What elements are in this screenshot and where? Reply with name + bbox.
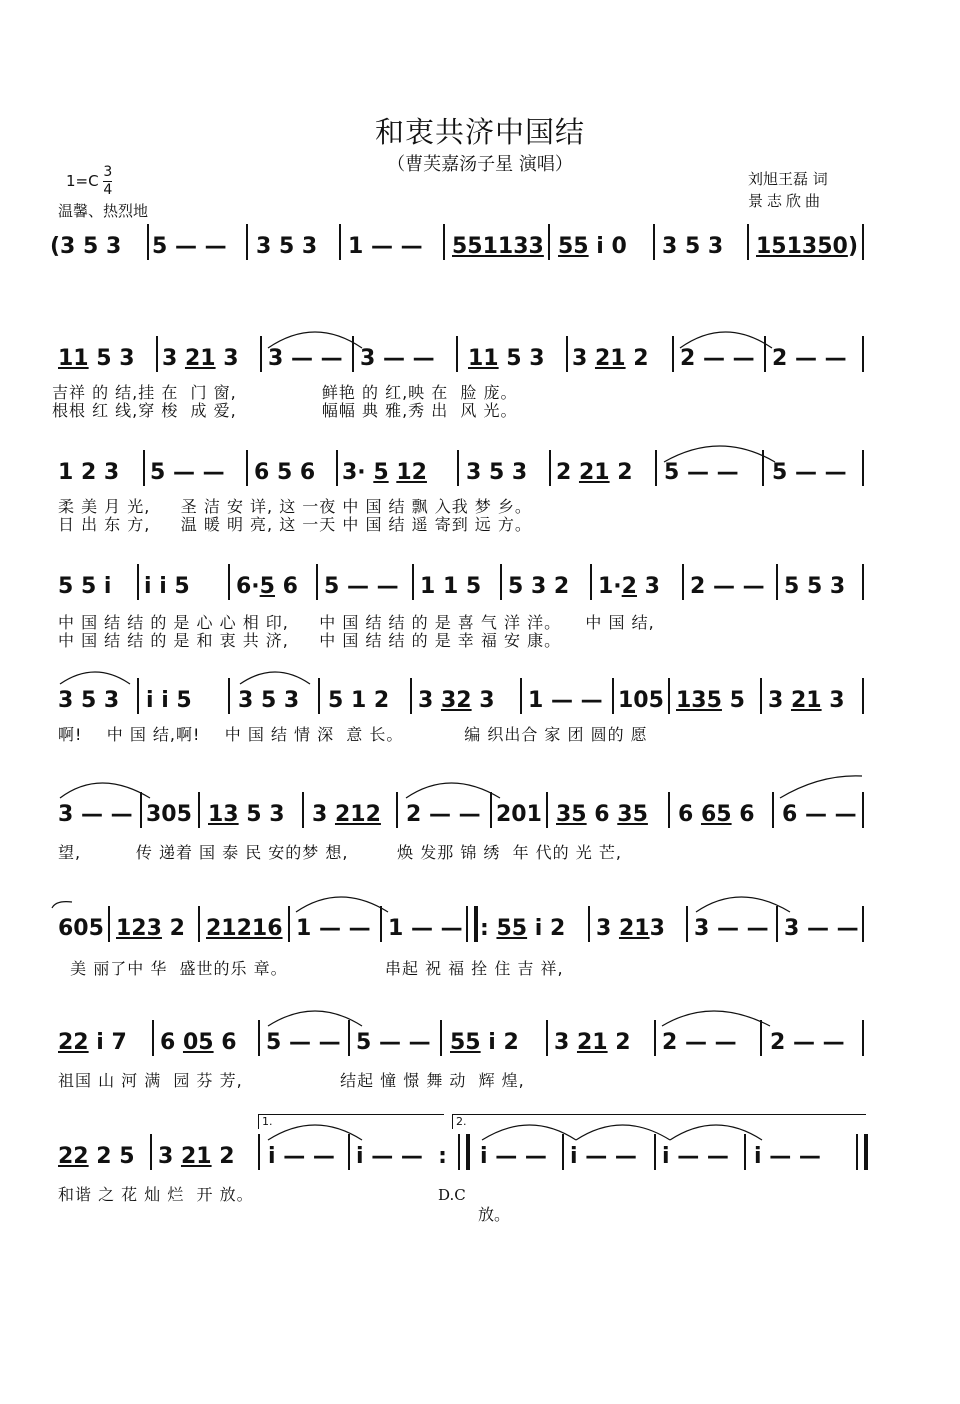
composer-credit: 景志欣曲 (748, 192, 825, 210)
performers-subtitle: （曹芙嘉汤子星 演唱） (387, 154, 573, 175)
notes-row-5: 3 — — 305 13 5 3 3 212 2 — — 201 35 6 35 6 65 6 6 — — (0, 802, 960, 842)
volta-first-ending: 1. (258, 1114, 444, 1129)
lyric-line: 柔 美 月 光, 圣 洁 安 详, 这 一夜 中 国 结 飘 入我 梦 乡。 (58, 497, 532, 516)
lyric-line: 祖国 山 河 满 园 芬 芳, 结起 憧 憬 舞 动 辉 煌, (58, 1071, 525, 1090)
lyric-line: 根根 红 线,穿 梭 成 爱, 幅幅 典 雅,秀 出 风 光。 (52, 401, 518, 420)
lyric-line: 望, 传 递着 国 泰 民 安的梦 想, 焕 发那 锦 绣 年 代的 光 芒, (58, 843, 622, 862)
notes-row-6: 605 123 2 21216 1 — — 1 — — : 55 i 2 3 213 3 — — 3 — — (0, 916, 960, 956)
lyric-line: 啊! 中 国 结,啊! 中 国 结 情 深 意 长。 编 织出合 家 团 圆的 愿 (58, 725, 648, 744)
lyric-line: 中 国 结 结 的 是 心 心 相 印, 中 国 结 结 的 是 喜 气 洋 洋。 中 国 结, (58, 613, 655, 632)
lyric-line: 和谐 之 花 灿 烂 开 放。 (58, 1185, 254, 1204)
notes-row-4: 3 5 3 i i 5 3 5 3 5 1 2 3 32 3 1 — — 105 135 5 3 21 3 (0, 688, 960, 728)
time-denominator: 4 (103, 182, 113, 198)
page-title: 和衷共济中国结 (374, 115, 585, 149)
lyric-line: 日 出 东 方, 温 暖 明 亮, 这 一天 中 国 结 遥 寄到 远 方。 (58, 515, 532, 534)
da-capo-marking: D.C (438, 1186, 466, 1204)
lyric-line: 美 丽了中 华 盛世的乐 章。 串起 祝 福 拴 住 吉 祥, (58, 959, 564, 978)
volta-second-ending: 2. (452, 1114, 866, 1129)
time-signature (103, 164, 112, 199)
notes-row-3: 5 5 i i i 5 6·5 6 5 — — 1 1 5 5 3 2 1·2 3 2 — — 5 5 3 (0, 574, 960, 614)
key-signature (66, 164, 112, 199)
notes-row-2: 1 2 3 5 — — 6 5 6 3· 5 12 3 5 3 2 21 2 5 — — 5 — — (0, 460, 960, 500)
lyricist-credit: 刘旭王磊 词 (748, 170, 828, 188)
notes-row-1: 11 5 3 3 21 3 3 — — 3 — — 11 5 3 3 21 2 2 — — 2 — — (0, 346, 960, 386)
notes-row-8: 22 2 5 3 21 2 i — — i — — : i — — i — — i — — i — — (0, 1144, 960, 1184)
lyric-line: 吉祥 的 结,挂 在 门 窗, 鲜艳 的 红,映 在 脸 庞。 (52, 383, 518, 402)
notes-intro: (3 5 3 5 — — 3 5 3 1 — — 551133 55 i 0 3 5 3 151350 ) (0, 234, 960, 274)
time-numerator: 3 (103, 164, 113, 180)
lyric-line: 中 国 结 结 的 是 和 衷 共 济, 中 国 结 结 的 是 幸 福 安 康。 (58, 631, 562, 650)
tempo-marking: 温馨、热烈地 (58, 202, 149, 220)
key-label: 1=C (66, 172, 99, 190)
final-lyric: 放。 (478, 1205, 511, 1224)
notes-row-7: 22 i 7 6 05 6 5 — — 5 — — 55 i 2 3 21 2 2 — — 2 — — (0, 1030, 960, 1070)
